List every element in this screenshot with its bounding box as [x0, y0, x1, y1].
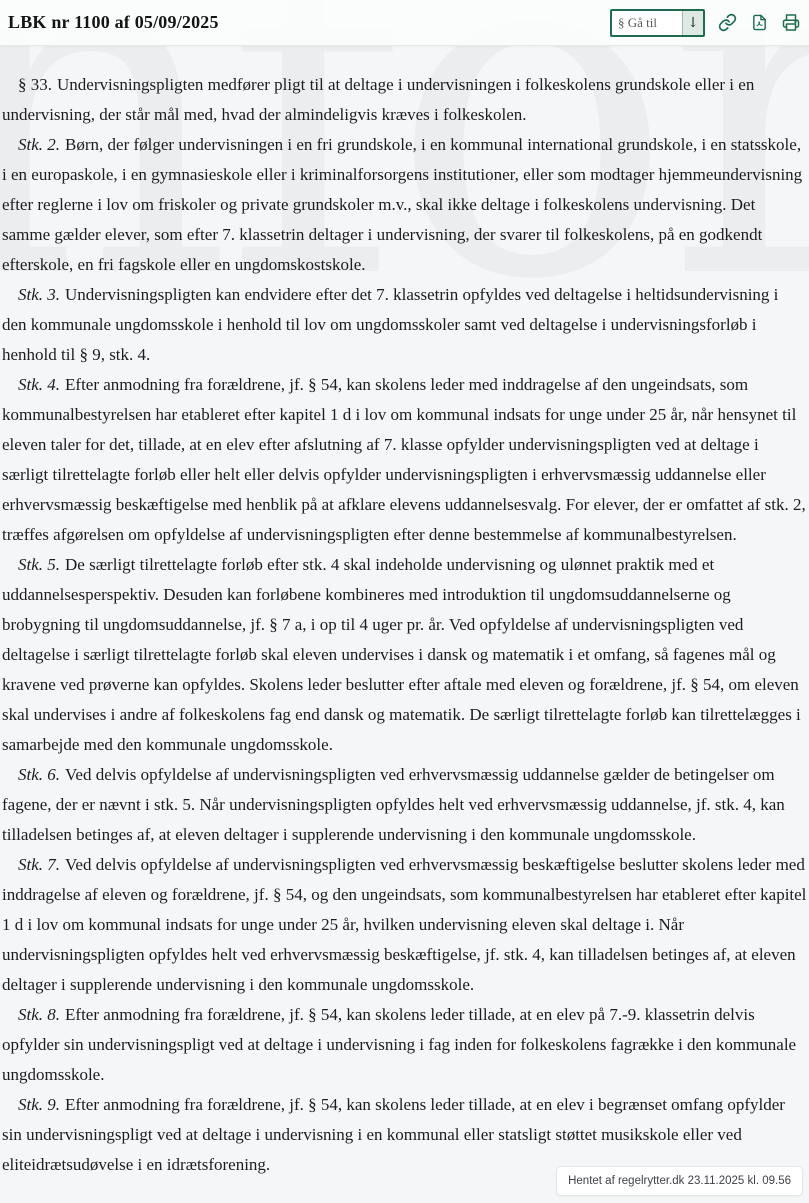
- stk-number: Stk. 3.: [18, 285, 61, 304]
- stk-number: Stk. 2.: [18, 135, 61, 154]
- paragraph-text: Efter anmodning fra forældrene, jf. § 54, kan skolens leder tillade, at en elev i begrænset omfang opfylder sin undervisningspligt ved at deltage i undervisning i en kommunal eller statsligt støttet musikskole eller ved eliteidrætsudøvelse i en idrætsforening.: [2, 1095, 785, 1174]
- goto-section-input[interactable]: [612, 11, 682, 35]
- link-icon: [718, 13, 737, 32]
- stk-number: Stk. 6.: [18, 765, 61, 784]
- paragraph-stk2: [2, 130, 807, 280]
- paragraph-stk5: [2, 550, 807, 760]
- law-text: [0, 46, 809, 1180]
- goto-submit-button[interactable]: ↓: [682, 11, 703, 35]
- stk-number: Stk. 9.: [18, 1095, 61, 1114]
- paragraph-text: Ved delvis opfyldelse af undervisningspligten ved erhvervsmæssig beskæftigelse beslutter skolens leder med inddragelse af eleven og forældrene, jf. § 54, og den ungeindsats, som kommunalbestyrelsen har etableret efter kapitel 1 d i lov om kommunal indsats for unge under 25 år, hvilken undervisning eleven skal deltage i. Når undervisningspligten opfyldes helt ved erhvervsmæssig beskæftigelse, jf. stk. 4, kan tilladelsen betinges af, at eleven deltager i supplerende undervisning i den kommunale ungdomsskole.: [2, 855, 807, 994]
- paragraph-text: Børn, der følger undervisningen i en fri grundskole, i en kommunal international grundskole, i en statsskole, i en europaskole, i en gymnasieskole eller i kriminalforsorgens institutioner, eller som modtager hjemmeundervisning efter reglerne i lov om friskoler og private grundskoler m.v., skal ikke deltage i folkeskolens undervisning. Det samme gælder elever, som efter 7. klassetrin deltager i undervisning, der svarer til folkeskolens, på en godkendt efterskole, en fri fagskole eller en ungdomskostskole.: [2, 135, 803, 274]
- copy-link-button[interactable]: [717, 12, 737, 34]
- document-header: [0, 0, 809, 46]
- paragraph-text: Efter anmodning fra forældrene, jf. § 54, kan skolens leder tillade, at en elev på 7.-9. klassetrin delvis opfylder sin undervisningspligt ved at deltage i undervisning i fag inden for folkeskolens fagrække i den kommunale ungdomsskole.: [2, 1005, 797, 1084]
- paragraph-33: [2, 70, 807, 130]
- paragraph-stk7: [2, 850, 807, 1000]
- paragraph-stk6: [2, 760, 807, 850]
- stk-number: Stk. 5.: [18, 555, 61, 574]
- stk-number: Stk. 4.: [18, 375, 61, 394]
- paragraph-stk3: [2, 280, 807, 370]
- paragraph-text: De særligt tilrettelagte forløb efter stk. 4 skal indeholde undervisning og ulønnet praktik med et uddannelsesperspektiv. Desuden kan forløbene kombineres med introduktion til ungdomsuddannelserne og brobygning til ungdomsuddannelse, jf. § 7 a, i op til 4 uger pr. år. Ved opfyldelse af undervisningspligten ved deltagelse i særligt tilrettelagte forløb skal eleven undervises i dansk og matematik i et omfang, så fagenes mål og kravene ved prøverne kan opfyldes. Skolens leder beslutter efter aftale med eleven og forældrene, jf. § 54, om eleven skal undervises i andre af folkeskolens fag end dansk og matematik. De særligt tilrettelagte forløb kan tilrettelægges i samarbejde med den kommunale ungdomsskole.: [2, 555, 801, 754]
- paragraph-text: Ved delvis opfyldelse af undervisningspligten ved erhvervsmæssig uddannelse gælder de betingelser om fagene, der er nævnt i stk. 5. Når undervisningspligten opfyldes helt ved erhvervsmæssig uddannelse, jf. stk. 4, kan tilladelsen betinges af, at eleven deltager i supplerende undervisning i den kommunale ungdomsskole.: [2, 765, 785, 844]
- download-pdf-button[interactable]: [749, 12, 769, 34]
- paragraph-stk4: [2, 370, 807, 550]
- goto-section-group: [610, 9, 705, 37]
- paragraph-text: Undervisningspligten kan endvidere efter det 7. klassetrin opfyldes ved deltagelse i heltidsundervisning i den kommunale ungdomsskole i henhold til lov om ungdomsskoler samt ved deltagelse i undervisningsforløb i henhold til § 9, stk. 4.: [2, 285, 779, 364]
- paragraph-text: Efter anmodning fra forældrene, jf. § 54, kan skolens leder med inddragelse af den ungeindsats, som kommunalbestyrelsen har etableret efter kapitel 1 d i lov om kommunal indsats for unge under 25 år, når hensynet til eleven taler for det, tillade, at en elev efter afslutning af 7. klasse opfylder undervisningspligten ved at deltage i særligt tilrettelagte forløb eller helt eller delvis opfylder undervisningspligten i erhvervsmæssig uddannelse eller erhvervsmæssig beskæftigelse med henblik på at afklare elevens uddannelsesvalg. For elever, der er omfattet af stk. 2, træffes afgørelsen om opfyldelse af undervisningspligten efter denne bestemmelse af kommunalbestyrelsen.: [2, 375, 806, 544]
- header-controls: [610, 9, 801, 37]
- stk-number: Stk. 8.: [18, 1005, 61, 1024]
- paragraph-stk8: [2, 1000, 807, 1090]
- print-button[interactable]: [781, 12, 801, 34]
- pdf-icon: [751, 13, 768, 32]
- page-title: LBK nr 1100 af 05/09/2025: [8, 12, 219, 32]
- section-number: § 33.: [18, 75, 52, 94]
- fetched-timestamp-badge: Hentet af regelrytter.dk 23.11.2025 kl. 09.56: [556, 1166, 803, 1196]
- stk-number: Stk. 7.: [18, 855, 61, 874]
- paragraph-text: Undervisningspligten medfører pligt til at deltage i undervisningen i folkeskolens grundskole eller i en undervisning, der står mål med, hvad der almindeligvis kræves i folkeskolen.: [2, 75, 755, 124]
- printer-icon: [782, 13, 800, 32]
